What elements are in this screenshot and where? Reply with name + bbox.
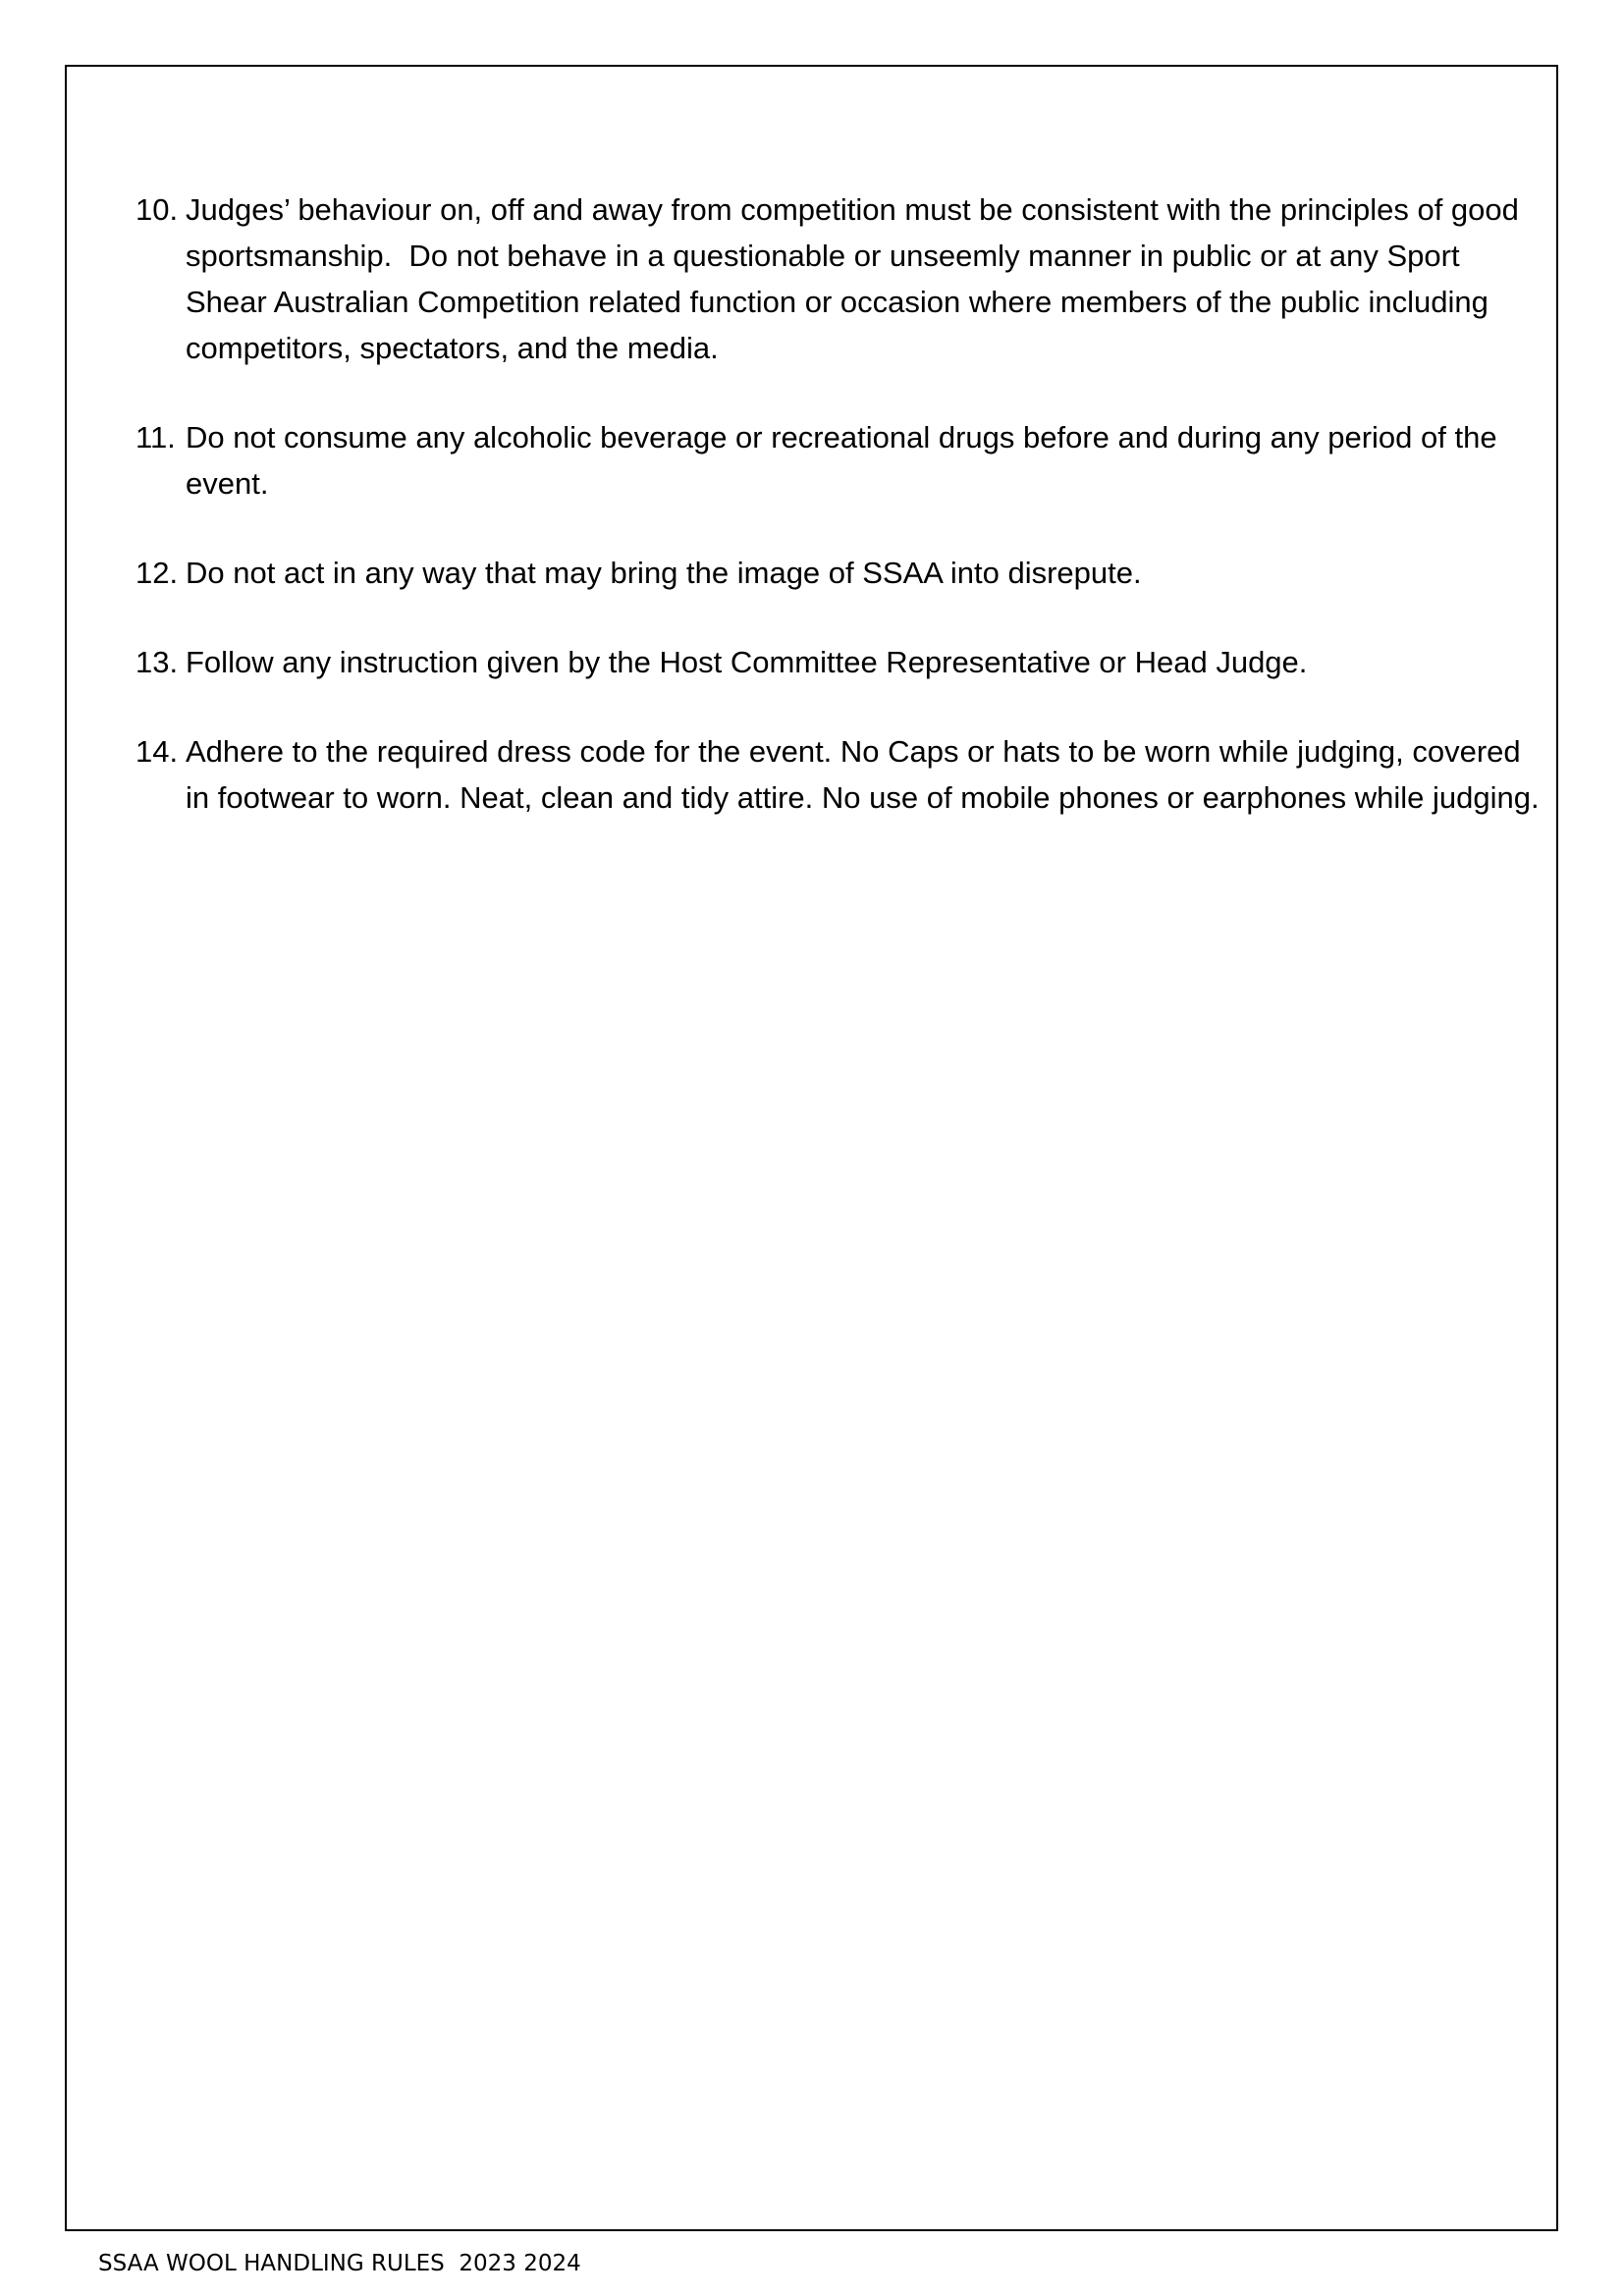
rule-number: 11. [135, 420, 176, 454]
rule-item-11 [135, 414, 1540, 507]
rule-text: Judges’ behaviour on, off and away from competition must be consistent with the principles of good sportsmanship. Do not behave in a questionable or unseemly manner in public or at any Sport Shear Australian Competition related function or occasion where members of the public including competitors, spectators, and the media. [186, 192, 1528, 365]
rule-item-12 [135, 550, 1540, 596]
rule-item-10 [135, 187, 1540, 371]
page-footer: SSAA WOOL HANDLING RULES 2023 2024 [98, 2251, 581, 2276]
rules-list [135, 187, 1540, 864]
rule-number: 10. [135, 192, 179, 227]
rule-item-13 [135, 639, 1540, 685]
rule-number: 12. [135, 556, 179, 590]
rule-number: 13. [135, 645, 179, 679]
rule-text: Do not act in any way that may bring the image of SSAA into disrepute. [186, 556, 1142, 590]
rule-text: Follow any instruction given by the Host Committee Representative or Head Judge. [186, 645, 1308, 679]
rule-text: Adhere to the required dress code for the event. No Caps or hats to be worn while judging, covered in footwear to worn. Neat, clean and tidy attire. No use of mobile phones or earphones while judging. [186, 734, 1540, 815]
rule-number: 14. [135, 734, 179, 769]
rule-text: Do not consume any alcoholic beverage or recreational drugs before and during any period of the event. [186, 420, 1506, 501]
rule-item-14 [135, 728, 1540, 821]
